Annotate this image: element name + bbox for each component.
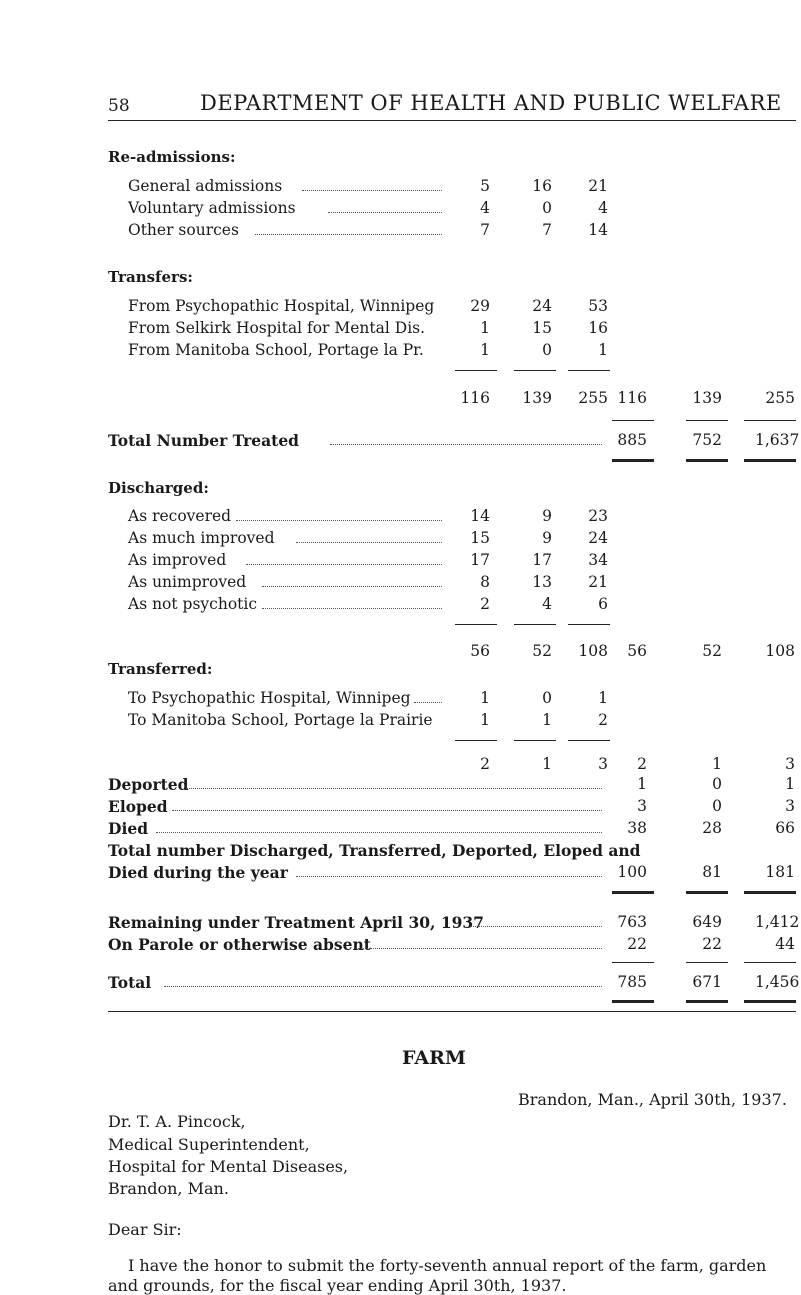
cell: 1 xyxy=(542,755,552,773)
cell: 34 xyxy=(588,551,608,569)
cell: 1 xyxy=(637,775,647,793)
cell: 181 xyxy=(765,863,795,881)
cell: 1 xyxy=(480,711,490,729)
cell: 5 xyxy=(480,177,490,195)
cell: 116 xyxy=(460,389,490,407)
table-row xyxy=(0,595,801,615)
table-row xyxy=(0,841,801,861)
table-row xyxy=(0,221,801,241)
cell: 3 xyxy=(785,797,795,815)
cell: 1 xyxy=(785,775,795,793)
leader-dots xyxy=(255,234,442,235)
row-label: To Manitoba School, Portage la Prairie xyxy=(128,711,433,729)
body-text: I have the honor to submit the forty-seventh annual report of the farm, garden xyxy=(128,1256,767,1275)
cell: 255 xyxy=(578,389,608,407)
leader-dots xyxy=(156,832,602,833)
cell: 671 xyxy=(692,973,722,991)
cell: 785 xyxy=(617,973,647,991)
row-label: Total xyxy=(108,973,152,992)
cell: 1,412 xyxy=(755,913,800,931)
row-label: As unimproved xyxy=(128,573,247,591)
total-discharged-row xyxy=(0,863,801,883)
salutation: Dear Sir: xyxy=(108,1220,182,1239)
cell: 14 xyxy=(588,221,608,239)
cell: 17 xyxy=(470,551,490,569)
cell: 1 xyxy=(480,689,490,707)
cell: 763 xyxy=(617,913,647,931)
address-line: Brandon, Man. xyxy=(108,1179,229,1198)
cell: 56 xyxy=(470,642,490,660)
subtotal-row xyxy=(0,389,801,409)
cell: 7 xyxy=(542,221,552,239)
cell: 9 xyxy=(542,529,552,547)
cell: 0 xyxy=(542,689,552,707)
farm-heading: FARM xyxy=(402,1047,466,1069)
total-rule xyxy=(686,962,728,963)
transfers-heading: Transfers: xyxy=(108,268,193,286)
cell: 649 xyxy=(692,913,722,931)
table-row xyxy=(0,199,801,219)
cell: 255 xyxy=(765,389,795,407)
cell: 1 xyxy=(542,711,552,729)
body-text: and grounds, for the fiscal year ending April 30th, 1937. xyxy=(108,1276,567,1295)
row-label: As not psychotic xyxy=(128,595,258,613)
cell: 108 xyxy=(765,642,795,660)
subtotal-row xyxy=(0,642,801,662)
row-label: As recovered xyxy=(128,507,232,525)
row-label: Died xyxy=(108,819,149,838)
cell: 81 xyxy=(702,863,722,881)
table-row xyxy=(0,177,801,197)
leader-dots xyxy=(236,520,442,521)
subtotal-rule xyxy=(455,370,497,371)
cell: 29 xyxy=(470,297,490,315)
cell: 2 xyxy=(480,755,490,773)
double-rule xyxy=(744,891,796,894)
leader-dots xyxy=(186,788,602,789)
total-row xyxy=(0,973,801,993)
cell: 16 xyxy=(532,177,552,195)
cell: 1 xyxy=(598,341,608,359)
leader-dots xyxy=(164,986,602,987)
double-rule xyxy=(612,1000,654,1003)
total-rule xyxy=(744,962,796,963)
row-label: From Manitoba School, Portage la Pr. xyxy=(128,341,424,359)
table-row xyxy=(0,573,801,593)
cell: 17 xyxy=(532,551,552,569)
table-row xyxy=(0,529,801,549)
double-rule xyxy=(686,1000,728,1003)
leader-dots xyxy=(296,542,442,543)
table-row xyxy=(0,507,801,527)
double-rule xyxy=(744,459,796,462)
subtotal-rule xyxy=(568,740,610,741)
cell: 2 xyxy=(480,595,490,613)
double-rule xyxy=(686,891,728,894)
cell: 4 xyxy=(598,199,608,217)
subtotal-rule xyxy=(514,740,556,741)
double-rule xyxy=(612,459,654,462)
cell: 752 xyxy=(692,431,722,449)
table-row xyxy=(0,913,801,933)
cell: 52 xyxy=(532,642,552,660)
cell: 14 xyxy=(470,507,490,525)
transferred-heading: Transferred: xyxy=(108,660,213,678)
leader-dots xyxy=(414,702,442,703)
cell: 100 xyxy=(617,863,647,881)
page-number: 58 xyxy=(108,96,130,116)
cell: 7 xyxy=(480,221,490,239)
cell: 22 xyxy=(627,935,647,953)
table-row xyxy=(0,711,801,731)
table-row xyxy=(0,689,801,709)
cell: 38 xyxy=(627,819,647,837)
cell: 23 xyxy=(588,507,608,525)
table-row xyxy=(0,819,801,839)
cell: 3 xyxy=(637,797,647,815)
cell: 22 xyxy=(702,935,722,953)
leader-dots xyxy=(172,810,602,811)
cell: 3 xyxy=(785,755,795,773)
cell: 1,456 xyxy=(755,973,800,991)
subtotal-rule xyxy=(455,624,497,625)
cell: 2 xyxy=(637,755,647,773)
cell: 66 xyxy=(775,819,795,837)
subtotal-rule xyxy=(568,624,610,625)
discharged-heading: Discharged: xyxy=(108,479,209,497)
table-row xyxy=(0,341,801,361)
row-label: To Psychopathic Hospital, Winnipeg xyxy=(128,689,411,707)
row-label: As improved xyxy=(128,551,227,569)
cell: 15 xyxy=(532,319,552,337)
cell: 139 xyxy=(692,389,722,407)
double-rule xyxy=(744,1000,796,1003)
cell: 53 xyxy=(588,297,608,315)
cell: 2 xyxy=(598,711,608,729)
subtotal-rule xyxy=(514,624,556,625)
cell: 116 xyxy=(617,389,647,407)
row-label: As much improved xyxy=(128,529,275,547)
cell: 16 xyxy=(588,319,608,337)
leader-dots xyxy=(328,212,442,213)
cell: 1 xyxy=(598,689,608,707)
cell: 52 xyxy=(702,642,722,660)
row-label: General admissions xyxy=(128,177,283,195)
leader-dots xyxy=(262,608,442,609)
table-row xyxy=(0,935,801,955)
cell: 4 xyxy=(480,199,490,217)
readmissions-heading: Re-admissions: xyxy=(108,148,236,166)
cell: 6 xyxy=(598,595,608,613)
cell: 24 xyxy=(588,529,608,547)
cell: 21 xyxy=(588,573,608,591)
row-label: Other sources xyxy=(128,221,239,239)
address-line: Medical Superintendent, xyxy=(108,1135,310,1154)
address-line: Dr. T. A. Pincock, xyxy=(108,1112,246,1131)
letter-date: Brandon, Man., April 30th, 1937. xyxy=(518,1090,787,1109)
cell: 0 xyxy=(712,797,722,815)
cell: 1 xyxy=(480,319,490,337)
total-rule xyxy=(612,420,654,421)
subtotal-rule xyxy=(568,370,610,371)
cell: 8 xyxy=(480,573,490,591)
cell: 13 xyxy=(532,573,552,591)
section-divider xyxy=(108,1011,796,1012)
cell: 24 xyxy=(532,297,552,315)
table-row xyxy=(0,319,801,339)
cell: 9 xyxy=(542,507,552,525)
table-row xyxy=(0,551,801,571)
cell: 44 xyxy=(775,935,795,953)
cell: 1,637 xyxy=(755,431,800,449)
table-row xyxy=(0,297,801,317)
row-label: Eloped xyxy=(108,797,168,816)
double-rule xyxy=(686,459,728,462)
table-row xyxy=(0,775,801,795)
row-label: Died during the year xyxy=(108,863,288,882)
cell: 28 xyxy=(702,819,722,837)
leader-dots xyxy=(302,190,442,191)
leader-dots xyxy=(470,926,602,927)
header-rule xyxy=(108,120,796,121)
cell: 3 xyxy=(598,755,608,773)
row-label: From Psychopathic Hospital, Winnipeg xyxy=(128,297,435,315)
cell: 885 xyxy=(617,431,647,449)
cell: 15 xyxy=(470,529,490,547)
double-rule xyxy=(612,891,654,894)
cell: 108 xyxy=(578,642,608,660)
leader-dots xyxy=(262,586,442,587)
total-rule xyxy=(612,962,654,963)
subtotal-rule xyxy=(455,740,497,741)
cell: 139 xyxy=(522,389,552,407)
row-label: Deported xyxy=(108,775,189,794)
page-title: DEPARTMENT OF HEALTH AND PUBLIC WELFARE xyxy=(200,91,782,115)
cell: 0 xyxy=(712,775,722,793)
row-label: Remaining under Treatment April 30, 1937 xyxy=(108,913,484,932)
leader-dots xyxy=(330,444,602,445)
address-line: Hospital for Mental Diseases, xyxy=(108,1157,349,1176)
row-label: On Parole or otherwise absent xyxy=(108,935,371,954)
leader-dots xyxy=(296,876,602,877)
subtotal-row xyxy=(0,755,801,775)
cell: 21 xyxy=(588,177,608,195)
row-label: From Selkirk Hospital for Mental Dis. xyxy=(128,319,426,337)
total-rule xyxy=(744,420,796,421)
cell: 1 xyxy=(480,341,490,359)
row-label: Total number Discharged, Transferred, Deported, Eloped and xyxy=(108,841,641,860)
leader-dots xyxy=(358,948,602,949)
cell: 0 xyxy=(542,199,552,217)
cell: 0 xyxy=(542,341,552,359)
total-rule xyxy=(686,420,728,421)
leader-dots xyxy=(246,564,442,565)
cell: 1 xyxy=(712,755,722,773)
row-label: Voluntary admissions xyxy=(128,199,296,217)
subtotal-rule xyxy=(514,370,556,371)
cell: 56 xyxy=(627,642,647,660)
row-label: Total Number Treated xyxy=(108,431,300,450)
total-treated-row xyxy=(0,431,801,451)
cell: 4 xyxy=(542,595,552,613)
table-row xyxy=(0,797,801,817)
